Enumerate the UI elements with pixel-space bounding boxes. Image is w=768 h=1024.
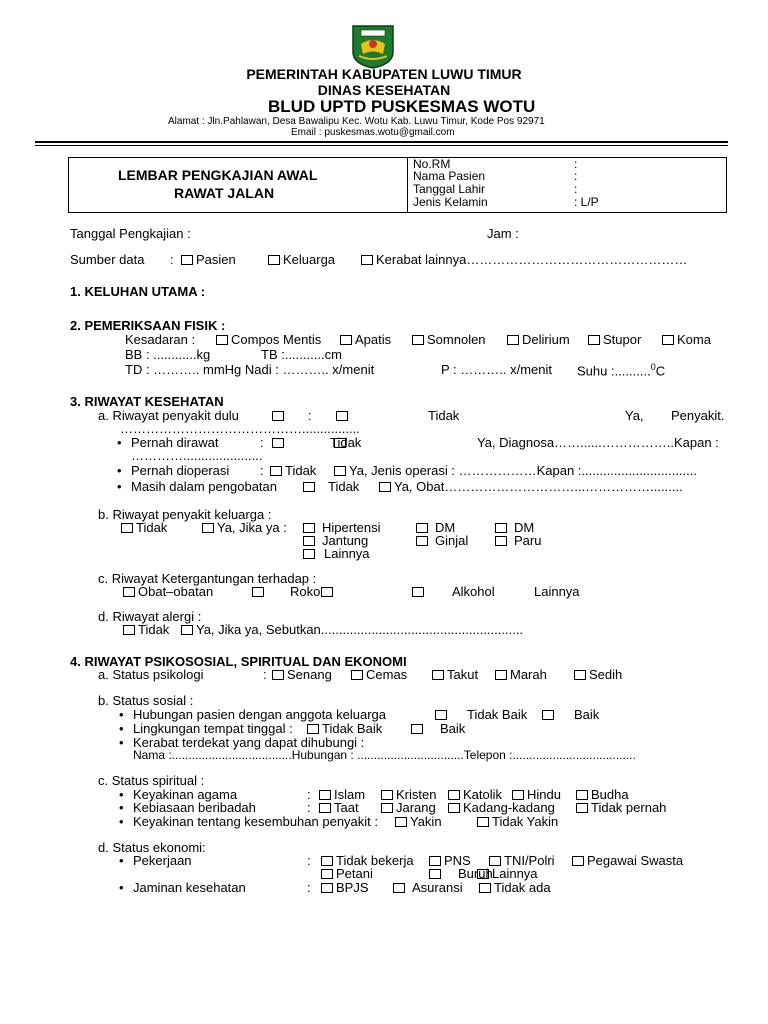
checkbox[interactable] [303, 549, 315, 559]
checkbox[interactable] [393, 883, 405, 893]
p-field[interactable]: P : ……….. x/menit [441, 362, 553, 377]
checkbox[interactable] [572, 856, 584, 866]
checkbox[interactable] [272, 670, 284, 680]
checkbox[interactable] [321, 869, 333, 879]
opt-ginjal[interactable] [415, 533, 468, 548]
checkbox-hub-baik[interactable] [542, 710, 554, 720]
opt-label: Somnolen [427, 332, 486, 347]
opt-label: Compos Mentis [231, 332, 322, 347]
opt-sedih[interactable] [573, 667, 622, 682]
header-department: DINAS KESEHATAN [317, 82, 451, 98]
checkbox[interactable] [416, 523, 428, 533]
status-ekonomi-label: d. Status ekonomi: [98, 840, 206, 855]
opt-label: Kristen [396, 787, 437, 802]
opt-alergi-tidak[interactable] [122, 622, 169, 637]
opt-keluarga-tidak[interactable] [120, 520, 167, 535]
checkbox[interactable] [381, 790, 393, 800]
opt-label: Tidak Yakin [492, 814, 559, 829]
checkbox[interactable] [351, 670, 363, 680]
td-nadi-field[interactable]: TD : ……….. mmHg Nadi : ……….. x/menit [125, 362, 375, 377]
opt-lainnya-kerja[interactable] [476, 866, 538, 881]
opt-label: Koma [677, 332, 711, 347]
checkbox[interactable] [361, 255, 373, 265]
opt-label: Keluarga [283, 252, 336, 267]
checkbox[interactable] [495, 536, 507, 546]
opt-label: Tidak Baik [322, 721, 383, 736]
hub-baik-label: Baik [574, 707, 600, 722]
opt-pasien[interactable] [180, 252, 236, 267]
opt-label: Sedih [589, 667, 623, 682]
opt-label: Marah [510, 667, 547, 682]
opt-kadang-kadang[interactable] [447, 800, 555, 815]
checkbox[interactable] [381, 803, 393, 813]
opt-label: Takut [447, 667, 479, 682]
status-spiritual-label: c. Status spiritual : [98, 773, 205, 788]
status-psikologi-colon: : [263, 667, 267, 682]
opt-label: Ya, Jika ya : [217, 520, 287, 535]
jam: Jam : [487, 226, 519, 241]
checkbox[interactable] [416, 536, 428, 546]
checkbox[interactable] [321, 856, 333, 866]
opt-label: Buruh [458, 866, 493, 881]
checkbox[interactable] [268, 255, 280, 265]
opt-pegawai-swasta[interactable] [571, 853, 683, 868]
opt-label: Tidak [328, 479, 360, 494]
opt-marah[interactable] [494, 667, 547, 682]
hubungan-keluarga-label: • Hubungan pasien dengan anggota keluarga [133, 707, 386, 722]
checkbox[interactable] [216, 335, 228, 345]
field-value-tgl[interactable]: : [574, 182, 578, 196]
checkbox[interactable] [395, 817, 407, 827]
header-divider-thin [35, 145, 728, 146]
pernah-dirawat-ya: Ya, Diagnosa……......……………..Kapan : [477, 435, 719, 450]
kebiasaan-ibadah-label: • Kebiasaan beribadah [133, 800, 256, 815]
pekerjaan-label: • Pekerjaan [133, 853, 192, 868]
kebiasaan-ibadah-colon: : [307, 800, 311, 815]
opt-label: Jantung [322, 533, 369, 548]
checkbox[interactable] [123, 587, 135, 597]
suhu-field[interactable] [577, 362, 665, 378]
suhu-label: Suhu :.......... [577, 363, 651, 379]
checkbox[interactable] [429, 869, 441, 879]
opt-keluarga-ya[interactable] [201, 520, 287, 535]
opt-pengobatan-tidak[interactable] [302, 479, 359, 494]
checkbox[interactable] [340, 335, 352, 345]
keyakinan-agama-colon: : [307, 787, 311, 802]
opt-alergi-ya[interactable] [180, 622, 523, 637]
checkbox[interactable] [334, 466, 346, 476]
checkbox[interactable] [576, 790, 588, 800]
form-title: LEMBAR PENGKAJIAN AWAL [118, 167, 318, 183]
suhu-degree: 0 [650, 362, 656, 372]
opt-label: Baik [440, 721, 466, 736]
opt-tidak-ada[interactable] [478, 880, 551, 895]
header-address: Alamat : Jln.Pahlawan, Desa Bawalipu Kec. Wotu Kab. Luwu Timur, Kode Pos 92971 [168, 116, 545, 127]
checkbox[interactable] [489, 856, 501, 866]
opt-tidak-yakin[interactable] [476, 814, 558, 829]
opt-senang[interactable] [271, 667, 332, 682]
riwayat-dulu-label: a. Riwayat penyakit dulu [98, 408, 239, 423]
field-value-jk[interactable]: : L/P [574, 195, 599, 209]
form-subtitle: RAWAT JALAN [174, 185, 275, 201]
opt-label: Petani [336, 866, 373, 881]
checkbox[interactable] [448, 790, 460, 800]
field-label-tgl: Tanggal Lahir [413, 182, 486, 196]
hub-tidak-baik-label: Tidak Baik [467, 707, 528, 722]
header-government: PEMERINTAH KABUPATEN LUWU TIMUR [246, 66, 522, 82]
opt-label: Budha [591, 787, 629, 802]
opt-yakin[interactable] [394, 814, 442, 829]
checkbox[interactable] [448, 803, 460, 813]
section-keluhan-utama: 1. KELUHAN UTAMA : [70, 284, 206, 299]
opt-label: Lainnya [492, 866, 538, 881]
opt-label: DM [514, 520, 535, 535]
opt-apatis[interactable] [339, 332, 391, 347]
checkbox[interactable] [321, 587, 333, 597]
opt-pengobatan-ya[interactable] [378, 479, 683, 494]
header-email: Email : puskesmas.wotu@gmail.com [291, 127, 455, 138]
checkbox[interactable] [307, 724, 319, 734]
alergi-label: d. Riwayat alergi : [98, 609, 202, 624]
opt-label: Pasien [196, 252, 236, 267]
checkbox[interactable] [512, 790, 524, 800]
jaminan-kesehatan-label: • Jaminan kesehatan [133, 880, 246, 895]
opt-label: Hindu [527, 787, 561, 802]
riwayat-dulu-penyakit: Penyakit. [671, 408, 725, 423]
tanggal-pengkajian: Tanggal Pengkajian : [70, 226, 191, 241]
checkbox[interactable] [319, 790, 331, 800]
opt-compos-mentis[interactable] [215, 332, 321, 347]
checkbox-riwayat-dulu-1[interactable] [272, 411, 284, 421]
opt-obat-obatan[interactable] [122, 584, 213, 599]
opt-label: Senang [287, 667, 332, 682]
opt-label: Tidak bekerja [336, 853, 414, 868]
opt-label: DM [435, 520, 456, 535]
logo [349, 22, 397, 70]
section-psikososial: 4. RIWAYAT PSIKOSOSIAL, SPIRITUAL DAN EKONOMI [70, 654, 407, 669]
opt-label: Islam [334, 787, 366, 802]
status-psikologi-label: a. Status psikologi [98, 667, 204, 682]
opt-keluarga[interactable] [267, 252, 335, 267]
masih-pengobatan-label: • Masih dalam pengobatan [131, 479, 277, 494]
checkbox[interactable] [202, 523, 214, 533]
opt-label: Ginjal [435, 533, 469, 548]
opt-label: TNI/Polri [504, 853, 555, 868]
header-divider [35, 141, 728, 143]
checkbox[interactable] [379, 482, 391, 492]
checkbox[interactable] [270, 466, 282, 476]
header-institution: BLUD UPTD PUSKESMAS WOTU [268, 97, 536, 116]
opt-operasi-tidak[interactable] [269, 463, 316, 478]
checkbox-alkohol[interactable] [412, 587, 424, 597]
sumber-data-label: Sumber data [70, 252, 145, 267]
opt-label: PNS [444, 853, 471, 868]
opt-label: Delirium [522, 332, 570, 347]
field-label-nama: Nama Pasien [413, 169, 486, 183]
checkbox[interactable] [432, 670, 444, 680]
field-value-nama[interactable]: : [574, 169, 578, 183]
opt-paru[interactable] [494, 533, 541, 548]
kerabat-nama-field[interactable]: Nama :....................................Hubungan : ................................Telepon :..................................... [133, 748, 636, 762]
status-sosial-label: b. Status sosial : [98, 693, 194, 708]
sumber-data-colon: : [170, 252, 174, 267]
lainnya-ketergantungan-label: Lainnya [534, 584, 580, 599]
tb-field[interactable]: TB :...........cm [261, 347, 342, 362]
opt-jarang[interactable] [380, 800, 436, 815]
checkbox[interactable] [495, 523, 507, 533]
opt-tinggal-tidak[interactable] [306, 721, 382, 736]
opt-bpjs[interactable] [320, 880, 369, 895]
kerabat-terdekat-label: • Kerabat terdekat yang dapat dihubungi : [133, 735, 364, 750]
checkbox[interactable] [303, 482, 315, 492]
opt-lainnya-keluarga[interactable] [302, 546, 370, 561]
checkbox[interactable] [588, 335, 600, 345]
checkbox[interactable] [303, 536, 315, 546]
lingkungan-label: • Lingkungan tempat tinggal : [133, 721, 293, 736]
checkbox[interactable] [321, 883, 333, 893]
checkbox[interactable] [411, 724, 423, 734]
keyakinan-sembuh-label: • Keyakinan tentang kesembuhan penyakit : [133, 814, 378, 829]
checkbox[interactable] [477, 817, 489, 827]
checkbox[interactable] [495, 670, 507, 680]
riwayat-dulu-ya: Ya, [625, 408, 644, 423]
checkbox-dirawat-1[interactable] [272, 438, 284, 448]
opt-label: Tidak [136, 520, 168, 535]
checkbox[interactable] [429, 856, 441, 866]
opt-kerabat[interactable] [360, 252, 687, 267]
opt-label: Tidak [138, 622, 170, 637]
opt-label: Kadang-kadang [463, 800, 555, 815]
pekerjaan-colon: : [307, 853, 311, 868]
opt-delirium[interactable] [506, 332, 570, 347]
opt-operasi-ya[interactable] [333, 463, 697, 478]
checkbox[interactable] [319, 803, 331, 813]
opt-label: Asuransi [412, 880, 463, 895]
opt-somnolen[interactable] [411, 332, 486, 347]
jaminan-kesehatan-colon: : [307, 880, 311, 895]
opt-label: Pegawai Swasta [587, 853, 684, 868]
opt-asuransi[interactable] [392, 880, 463, 895]
checkbox[interactable] [121, 523, 133, 533]
checkbox-obat-2[interactable] [252, 587, 264, 597]
opt-label: Paru [514, 533, 542, 548]
field-value-norm[interactable]: : [574, 157, 578, 171]
pernah-dirawat-label: • Pernah dirawat [131, 435, 218, 450]
checkbox[interactable] [477, 869, 489, 879]
pernah-dioperasi-label: • Pernah dioperasi [131, 463, 229, 478]
pernah-dirawat-dots[interactable]: …………...................... [131, 448, 263, 463]
opt-taat[interactable] [318, 800, 359, 815]
opt-label: Ya, Jenis operasi : ………………Kapan :................................ [349, 463, 697, 478]
checkbox[interactable] [123, 625, 135, 635]
opt-label: Apatis [355, 332, 392, 347]
checkbox[interactable] [303, 523, 315, 533]
section-pemeriksaan-fisik: 2. PEMERIKSAAN FISIK : [70, 318, 226, 333]
field-label-norm: No.RM [413, 157, 451, 171]
opt-tidak-pernah[interactable] [575, 800, 666, 815]
opt-label: Lainnya [324, 546, 370, 561]
opt-label: Ya, Jika ya, Sebutkan........................................................ [196, 622, 524, 637]
opt-label: BPJS [336, 880, 369, 895]
title-box-divider [407, 157, 408, 213]
section-riwayat-kesehatan: 3. RIWAYAT KESEHATAN [70, 394, 224, 409]
opt-label: Taat [334, 800, 359, 815]
alkohol-label: Alkohol [452, 584, 495, 599]
opt-petani[interactable] [320, 866, 373, 881]
opt-label: Jarang [396, 800, 436, 815]
checkbox[interactable] [479, 883, 491, 893]
opt-label: Obat–obatan [138, 584, 214, 599]
opt-label: Tidak pernah [591, 800, 667, 815]
checkbox[interactable] [181, 625, 193, 635]
riwayat-dulu-tidak: Tidak [428, 408, 460, 423]
ketergantungan-label: c. Riwayat Ketergantungan terhadap : [98, 571, 317, 586]
riwayat-dulu-colon: : [308, 408, 312, 423]
opt-label: Yakin [410, 814, 442, 829]
suhu-unit: C [655, 363, 666, 379]
pernah-dirawat-tidak: Tidak [330, 435, 362, 450]
opt-label: Cemas [366, 667, 408, 682]
keyakinan-agama-label: • Keyakinan agama [133, 787, 237, 802]
opt-roko[interactable] [290, 584, 336, 599]
kesadaran-label: Kesadaran : [125, 332, 196, 347]
checkbox-hub-tidak[interactable] [435, 710, 447, 720]
opt-label: Ya, Obat…………………………...……………......... [394, 479, 683, 494]
title-box [68, 157, 727, 213]
riwayat-dulu-dots[interactable]: ……………………………………................ [120, 421, 360, 436]
opt-tinggal-baik[interactable] [410, 721, 465, 736]
pernah-dioperasi-colon: : [260, 463, 264, 478]
opt-label: Stupor [603, 332, 642, 347]
checkbox[interactable] [507, 335, 519, 345]
bb-field[interactable]: BB : ............kg [125, 347, 211, 362]
opt-cemas[interactable] [350, 667, 407, 682]
checkbox[interactable] [181, 255, 193, 265]
opt-takut[interactable] [431, 667, 478, 682]
opt-label: Tidak [285, 463, 317, 478]
opt-label: Roko [290, 584, 321, 599]
opt-koma[interactable] [661, 332, 711, 347]
opt-stupor[interactable] [587, 332, 641, 347]
checkbox[interactable] [412, 335, 424, 345]
opt-label: Hipertensi [322, 520, 381, 535]
checkbox-riwayat-dulu-2[interactable] [336, 411, 348, 421]
checkbox[interactable] [574, 670, 586, 680]
riwayat-keluarga-label: b. Riwayat penyakit keluarga : [98, 507, 272, 522]
checkbox[interactable] [662, 335, 674, 345]
opt-label: Tidak ada [494, 880, 551, 895]
opt-label: Katolik [463, 787, 503, 802]
checkbox[interactable] [576, 803, 588, 813]
opt-label: Kerabat lainnya…………………………………………… [376, 252, 688, 267]
pernah-dirawat-colon: : [260, 435, 264, 450]
field-label-jk: Jenis Kelamin [413, 195, 488, 209]
